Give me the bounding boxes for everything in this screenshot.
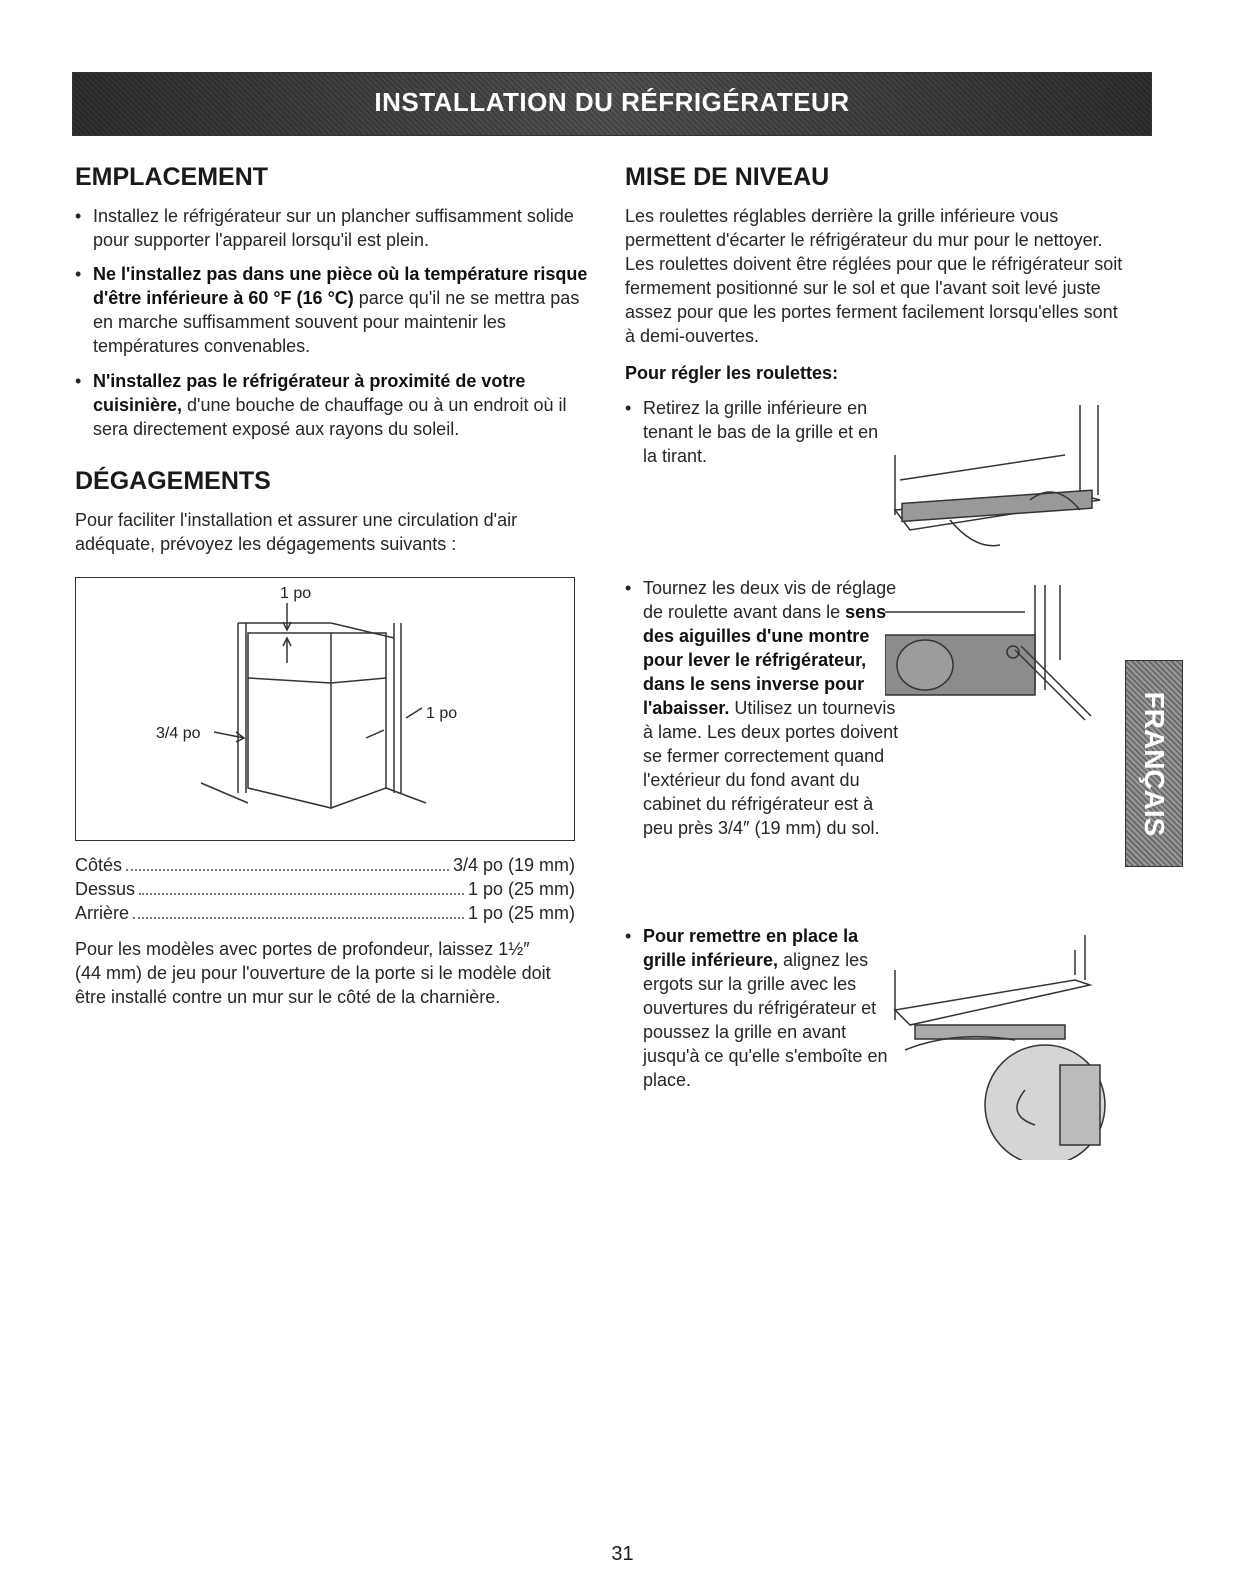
header-banner — [72, 72, 1152, 136]
mise-intro: Les roulettes réglables derrière la grille inférieure vous permettent d'écarter le réfrigérateur du mur pour le nettoyer. Les roulettes doivent être réglées pour que le réfrigérateur soit fermement positionné sur le sol et que l'avant soit levé juste assez pour que les portes ferment facilement lorsqu'elles sont à demi-ouvertes. — [625, 206, 1123, 346]
adjust-roller-illustration — [885, 580, 1115, 730]
clearance-row-value: 3/4 po (19 mm) — [452, 855, 575, 875]
bullet-dot: • — [75, 206, 82, 226]
emplacement-b3-text: d'une bouche de chauffage ou à un endroit où il sera directement exposé aux rayons du soleil. — [93, 395, 567, 439]
side-clearance-label: 3/4 po — [156, 725, 201, 742]
mise-step-2-bold: sens des aiguilles d'une montre pour lever le réfrigérateur, dans le sens inverse pour l'abaisser. — [643, 602, 887, 718]
deep-door-note: Pour les modèles avec portes de profondeur, laissez 1½″ (44 mm) de jeu pour l'ouverture de la porte si le modèle doit être installé contre un mur sur le côté de la charnière. — [75, 939, 551, 1007]
degagements-heading: DÉGAGEMENTS — [75, 467, 271, 495]
clearance-row-label: Dessus — [75, 879, 136, 899]
dot-leader — [126, 853, 449, 871]
emplacement-b3-bold: N'installez pas le réfrigérateur à proximité de votre cuisinière, — [93, 371, 526, 415]
mise-step-3 — [625, 924, 903, 1092]
mise-step-3-text: alignez les ergots sur la grille avec les ouvertures du réfrigérateur et poussez la grille en avant jusqu'à ce qu'elle s'emboîte en place. — [643, 950, 888, 1090]
clearance-row-value: 1 po (25 mm) — [467, 903, 575, 923]
clearance-row-rear — [75, 901, 575, 925]
emplacement-b1-text: Installez le réfrigérateur sur un plancher suffisamment solide pour supporter l'appareil lorsqu'il est plein. — [93, 206, 574, 250]
clearance-row-sides — [75, 853, 575, 877]
degagements-intro: Pour faciliter l'installation et assurer une circulation d'air adéquate, prévoyez les dégagements suivants : — [75, 510, 518, 554]
bullet-dot: • — [75, 371, 82, 391]
mise-step-2-text-b: Utilisez un tournevis à lame. Les deux portes doivent se fermer correctement quand l'extérieur du fond avant du cabinet du réfrigérateur est à peu près 3/4″ (19 mm) du sol. — [643, 698, 899, 838]
mise-subheading: Pour régler les roulettes: — [625, 363, 839, 383]
mise-step-1-text: Retirez la grille inférieure en tenant le bas de la grille et en la tirant. — [643, 398, 879, 466]
mise-step-1 — [625, 396, 893, 468]
replace-grille-illustration — [875, 930, 1125, 1160]
page-title: INSTALLATION DU RÉFRIGÉRATEUR — [374, 87, 850, 117]
mise-step-3-bold: Pour remettre en place la grille inférieure, — [643, 926, 859, 970]
clearance-row-top — [75, 877, 575, 901]
dot-leader — [139, 877, 464, 895]
dot-leader — [133, 901, 464, 919]
bullet-dot: • — [75, 264, 82, 284]
emplacement-b2-bold: Ne l'installez pas dans une pièce où la température risque d'être inférieure à 60 °F (16 °C) — [93, 264, 588, 308]
mise-step-2-text-a: Tournez les deux vis de réglage de roulette avant dans le — [643, 578, 897, 622]
clearance-diagram — [75, 577, 575, 841]
bullet-dot: • — [625, 398, 632, 418]
language-tab-label: FRANÇAIS — [1139, 691, 1170, 836]
page-number: 31 — [611, 1543, 634, 1565]
emplacement-bullet-1 — [75, 204, 588, 252]
emplacement-bullet-2 — [75, 262, 588, 358]
emplacement-heading: EMPLACEMENT — [75, 163, 269, 191]
remove-grille-illustration — [880, 400, 1120, 555]
clearance-row-value: 1 po (25 mm) — [467, 879, 575, 899]
rear-clearance-label: 1 po — [426, 705, 458, 722]
bullet-dot: • — [625, 926, 632, 946]
bullet-dot: • — [625, 578, 632, 598]
language-tab — [1125, 660, 1183, 867]
refrigerator-clearance-illustration — [76, 578, 574, 840]
top-clearance-label: 1 po — [280, 585, 312, 602]
emplacement-bullet-3 — [75, 369, 588, 441]
emplacement-b2-text: parce qu'il ne se mettra pas en marche suffisamment souvent pour maintenir les températures convenables. — [93, 288, 580, 356]
clearance-row-label: Côtés — [75, 855, 123, 875]
clearance-row-label: Arrière — [75, 903, 130, 923]
mise-heading: MISE DE NIVEAU — [625, 163, 830, 191]
mise-step-2 — [625, 576, 903, 840]
